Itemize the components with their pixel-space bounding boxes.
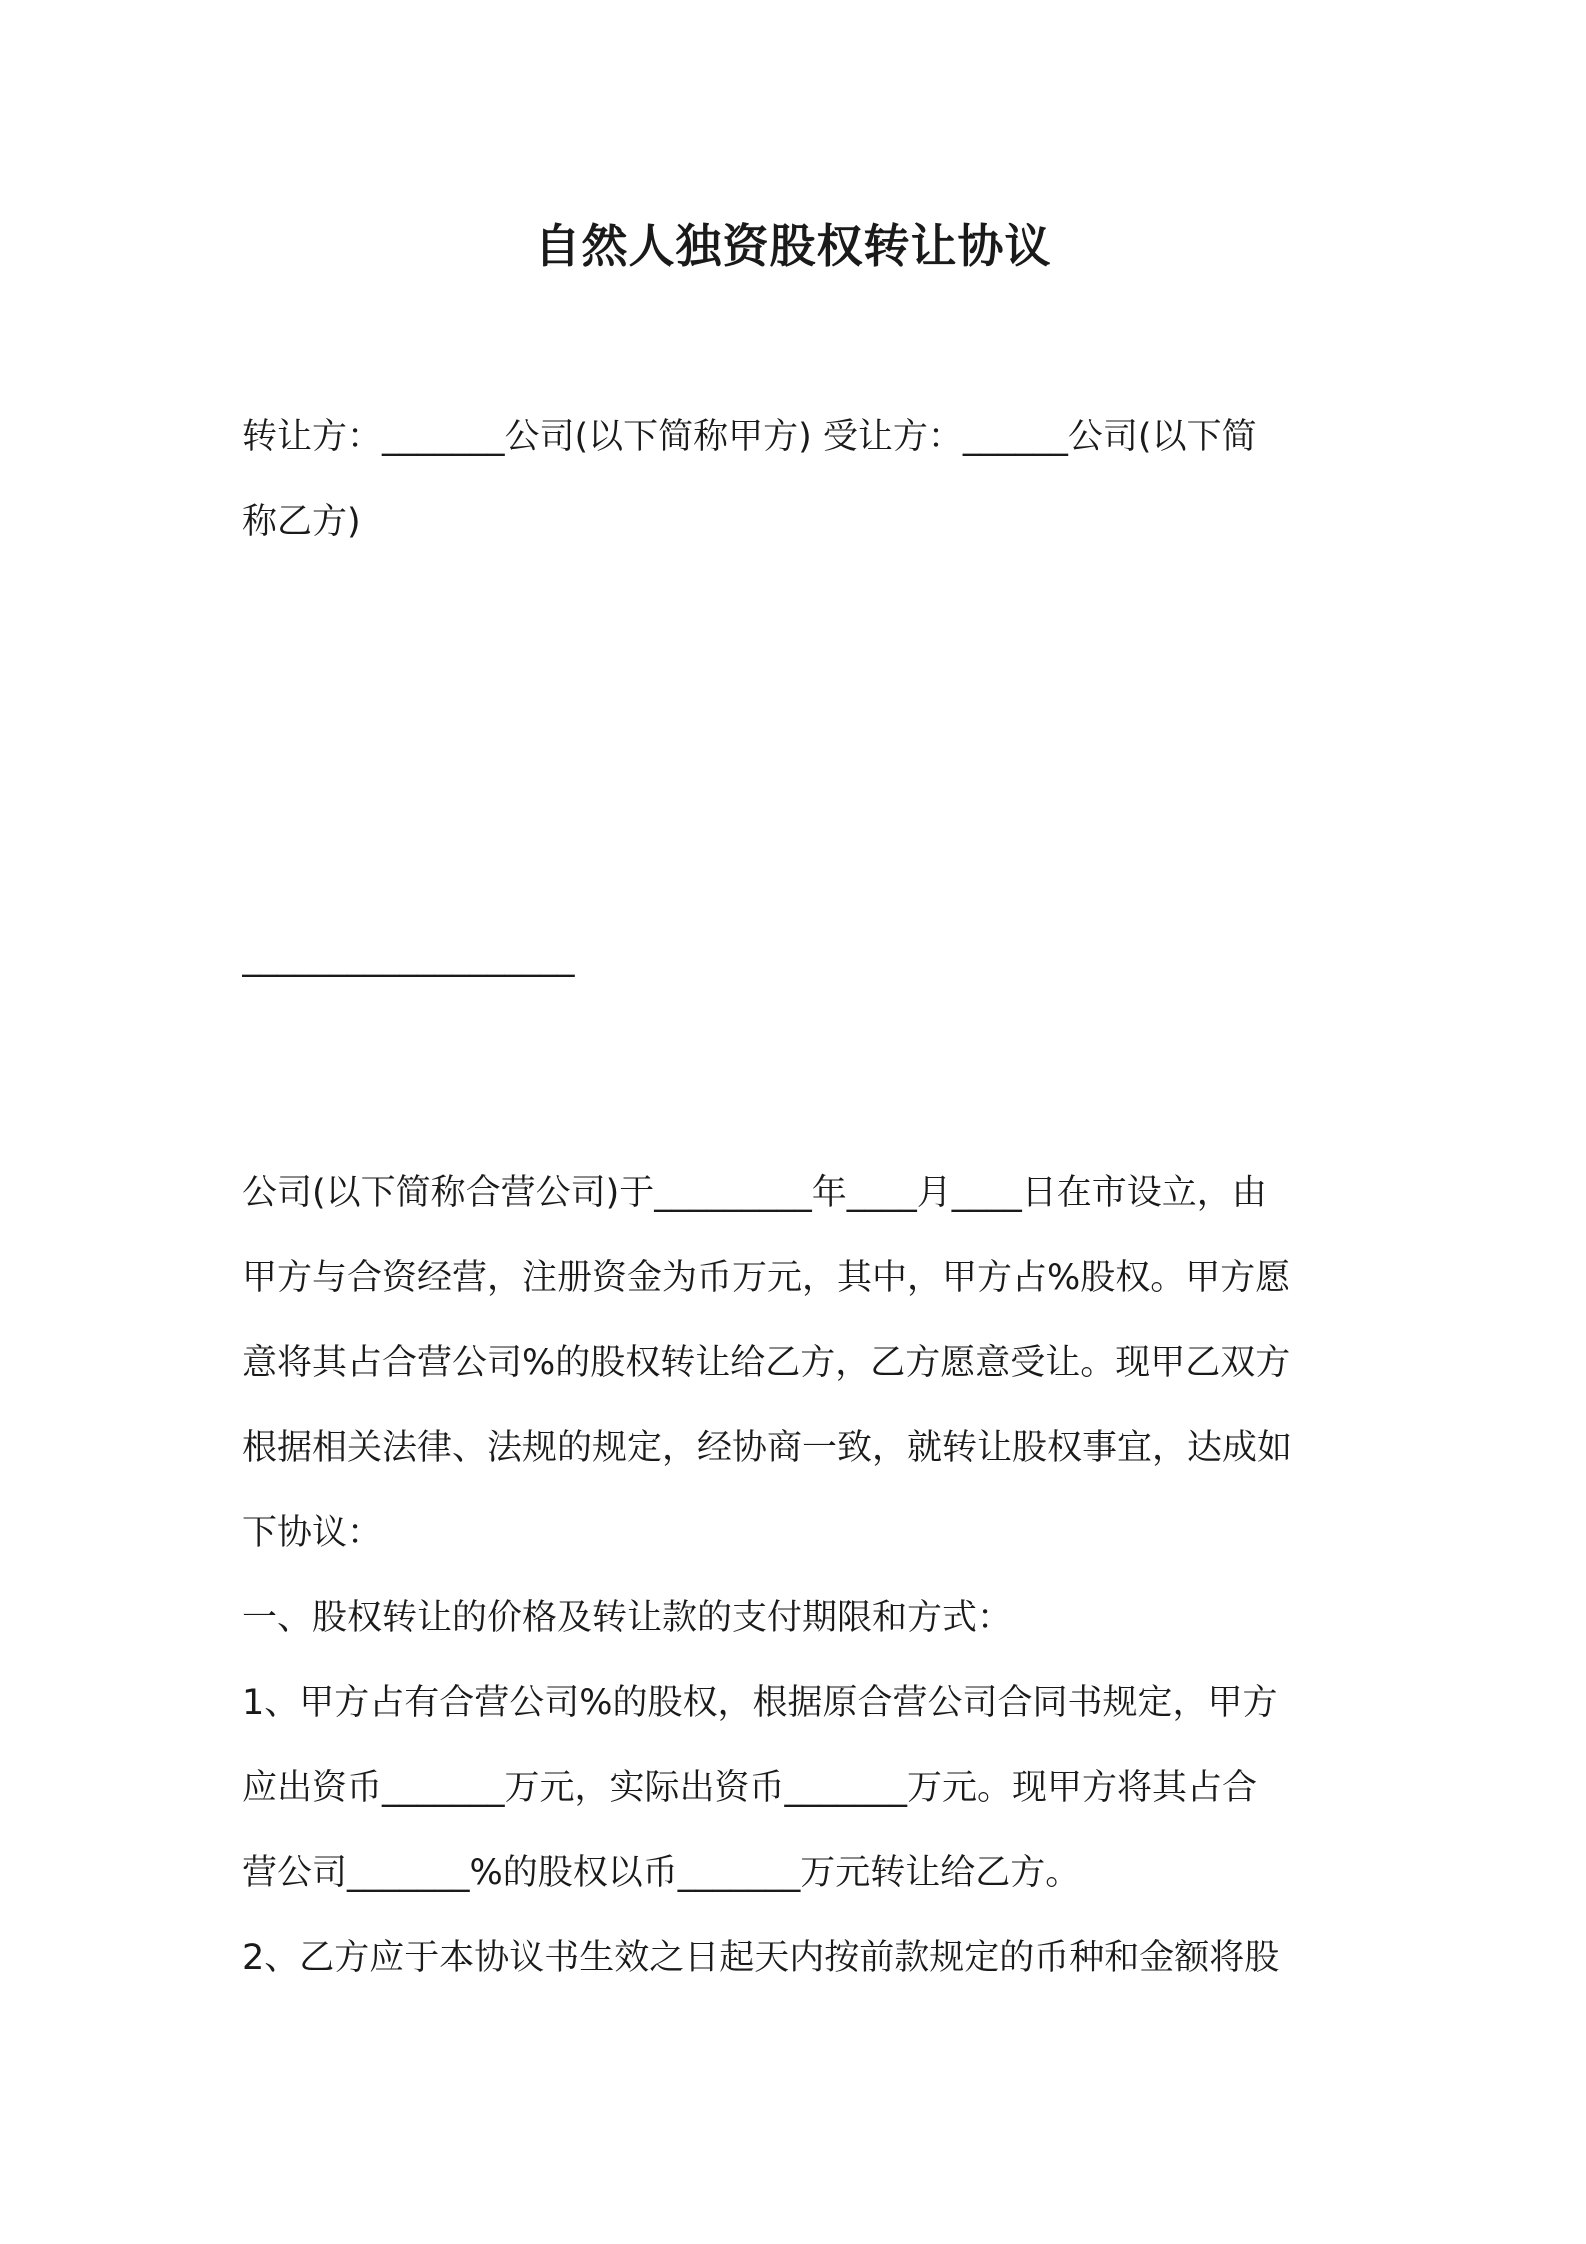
clause-1-line-2: 应出资币_______万元，实际出资币_______万元。现甲方将其占合 xyxy=(242,1768,1258,1808)
body-p1-line-2: 甲方与合资经营，注册资金为币万元，其中，甲方占%股权。甲方愿 xyxy=(242,1258,1291,1298)
parties-line-2: 称乙方) xyxy=(242,502,361,542)
section-1-heading: 一、股权转让的价格及转让款的支付期限和方式： xyxy=(242,1598,1013,1638)
body-p1-line-3: 意将其占合营公司%的股权转让给乙方，乙方愿意受让。现甲乙双方 xyxy=(242,1343,1291,1383)
clause-2-line-1: 2、乙方应于本协议书生效之日起天内按前款规定的币种和金额将股 xyxy=(242,1938,1280,1978)
agent-right-blank: ___________________ xyxy=(242,938,575,978)
body-p1-line-5: 下协议： xyxy=(242,1513,383,1553)
body-p1-line-4: 根据相关法律、法规的规定，经协商一致，就转让股权事宜，达成如 xyxy=(242,1428,1293,1468)
body-p1-line-1: 公司(以下简称合营公司)于_________年____月____日在市设立，由 xyxy=(242,1173,1267,1213)
document-title: 自然人独资股权转让协议 xyxy=(534,219,1052,273)
clause-1-line-3: 营公司_______%的股权以币_______万元转让给乙方。 xyxy=(242,1853,1081,1893)
clause-1-line-1: 1、甲方占有合营公司%的股权，根据原合营公司合同书规定，甲方 xyxy=(242,1683,1278,1723)
parties-line-1: 转让方：_______公司(以下简称甲方) 受让方：______公司(以下简 xyxy=(242,417,1257,457)
